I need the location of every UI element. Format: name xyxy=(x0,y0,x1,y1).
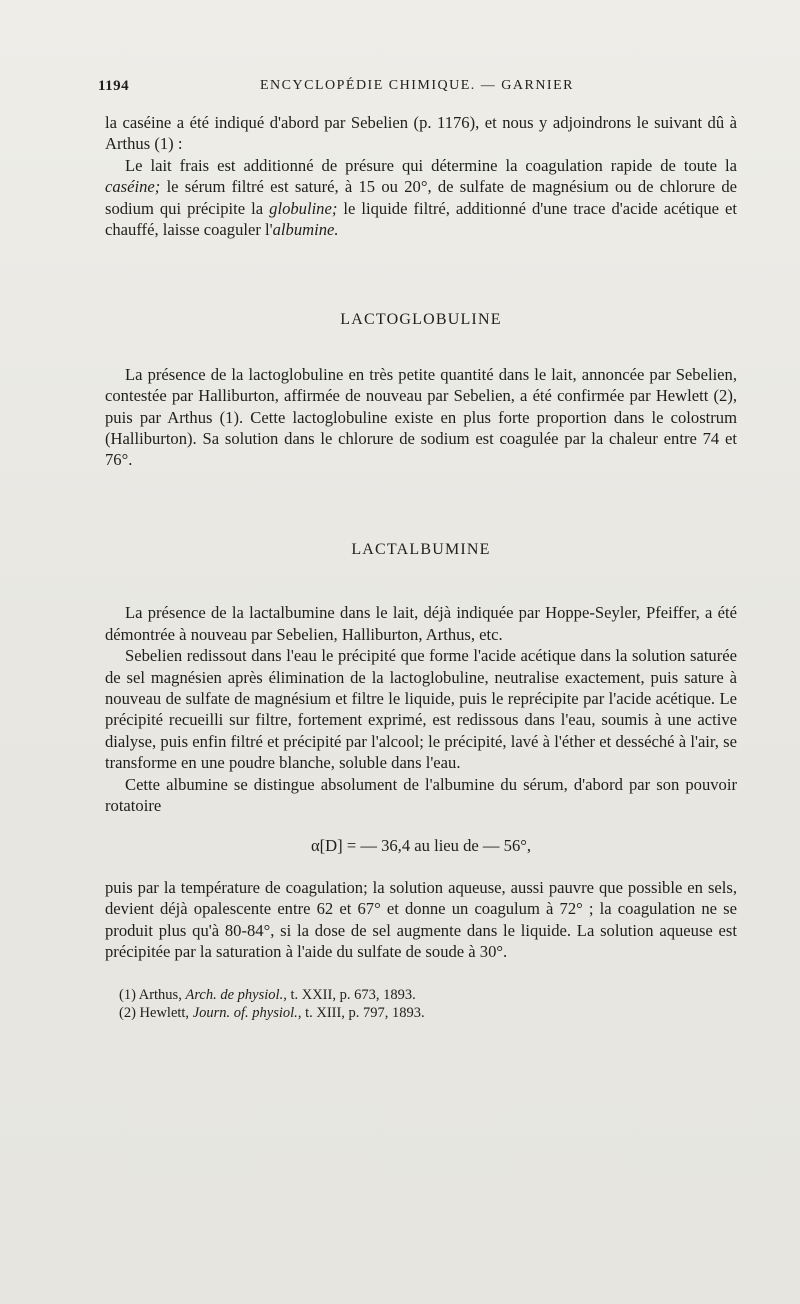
text-span: Le lait frais est additionné de présure qui détermine la coagulation rapide de toute la xyxy=(125,155,737,175)
footnote-text: , t. XIII, p. 797, 1893. xyxy=(297,1005,425,1022)
intro-paragraph-2 xyxy=(105,155,737,241)
lactalbumine-paragraph-1: La présence de la lactalbumine dans le lait, déjà indiquée par Hoppe-Seyler, Pfeiffer, a été démontrée à nouveau par Sebelien, Halliburton, Arthus, etc. xyxy=(105,603,737,644)
footnote-text: (1) Arthus, xyxy=(119,987,186,1004)
footnote-2 xyxy=(105,1004,737,1022)
italic-term-caseine: caséine; xyxy=(105,177,161,197)
rotatory-power-formula: α[D] = — 36,4 au lieu de — 56°, xyxy=(310,836,532,856)
lactalbumine-paragraph-2: Sebelien redissout dans l'eau le précipité que forme l'acide acétique dans la solution saturée de sel magnésien après élimination de la lactoglobuline, neutralise exactement, puis sature à nouveau de sulfate de magnésium et filtre le liquide, puis le reprécipite par l'acide acétique. Le précipité recueilli sur filtre, fortement exprimé, est redissous dans l'eau, soumis à une active dialyse, puis enfin filtré et précipité par l'alcool; le précipité, lavé à l'éther et desséché à l'air, se transforme en une poudre blanche, soluble dans l'eau. xyxy=(105,646,737,773)
text-span: le liquide filtré, additionné d'une trace d'acide acétique et chauffé, laisse coaguler l' xyxy=(105,198,738,240)
lactoglobuline-paragraph: La présence de la lactoglobuline en très petite quantité dans le lait, annoncée par Sebelien, contestée par Halliburton, affirmée de nouveau par Sebelien, a été confirmée par Hewlett (2), puis par Arthus (1). Cette lactoglobuline existe en plus forte proportion dans le colostrum (Halliburton). Sa solution dans le chlorure de sodium est coagulée par la chaleur entre 74 et 76°. xyxy=(105,364,737,470)
footnote-text: (2) Hewlett, xyxy=(119,1005,193,1022)
text-span: le sérum filtré est saturé, à 15 ou 20°, de sulfate de magnésium ou de chlorure de sodium qui précipite la xyxy=(105,177,737,218)
section-title-lactoglobuline: LACTOGLOBULINE xyxy=(340,311,502,329)
footnote-1 xyxy=(105,986,737,1004)
intro-paragraph-1: la caséine a été indiqué d'abord par Sebelien (p. 1176), et nous y adjoindrons le suivant dû à Arthus (1) : xyxy=(105,113,737,154)
lactalbumine-paragraph-3: Cette albumine se distingue absolument de l'albumine du sérum, d'abord par son pouvoir rotatoire xyxy=(105,774,737,815)
footnote-journal: Arch. de physiol. xyxy=(185,987,284,1004)
italic-term-globuline: globuline; xyxy=(269,198,338,218)
page-body xyxy=(105,112,737,1022)
running-title: ENCYCLOPÉDIE CHIMIQUE. — GARNIER xyxy=(260,78,574,93)
footnotes xyxy=(105,986,737,1022)
lactalbumine-paragraph-4: puis par la température de coagulation; la solution aqueuse, aussi pauvre que possible en sels, devient déjà opalescente entre 62 et 67° et donne un coagulum à 72° ; la coagulation ne se produit plus qu'à 80-84°, si la dose de sel augmente dans le liquide. La solution aqueuse est précipitée par la saturation à l'aide du sulfate de soude à 30°. xyxy=(105,877,737,961)
footnote-text: , t. XXII, p. 673, 1893. xyxy=(283,987,416,1004)
section-title-lactalbumine: LACTALBUMINE xyxy=(351,540,491,558)
page-number: 1194 xyxy=(98,78,130,94)
italic-term-albumine: albumine. xyxy=(272,220,339,240)
footnote-journal: Journ. of. physiol. xyxy=(192,1005,298,1022)
